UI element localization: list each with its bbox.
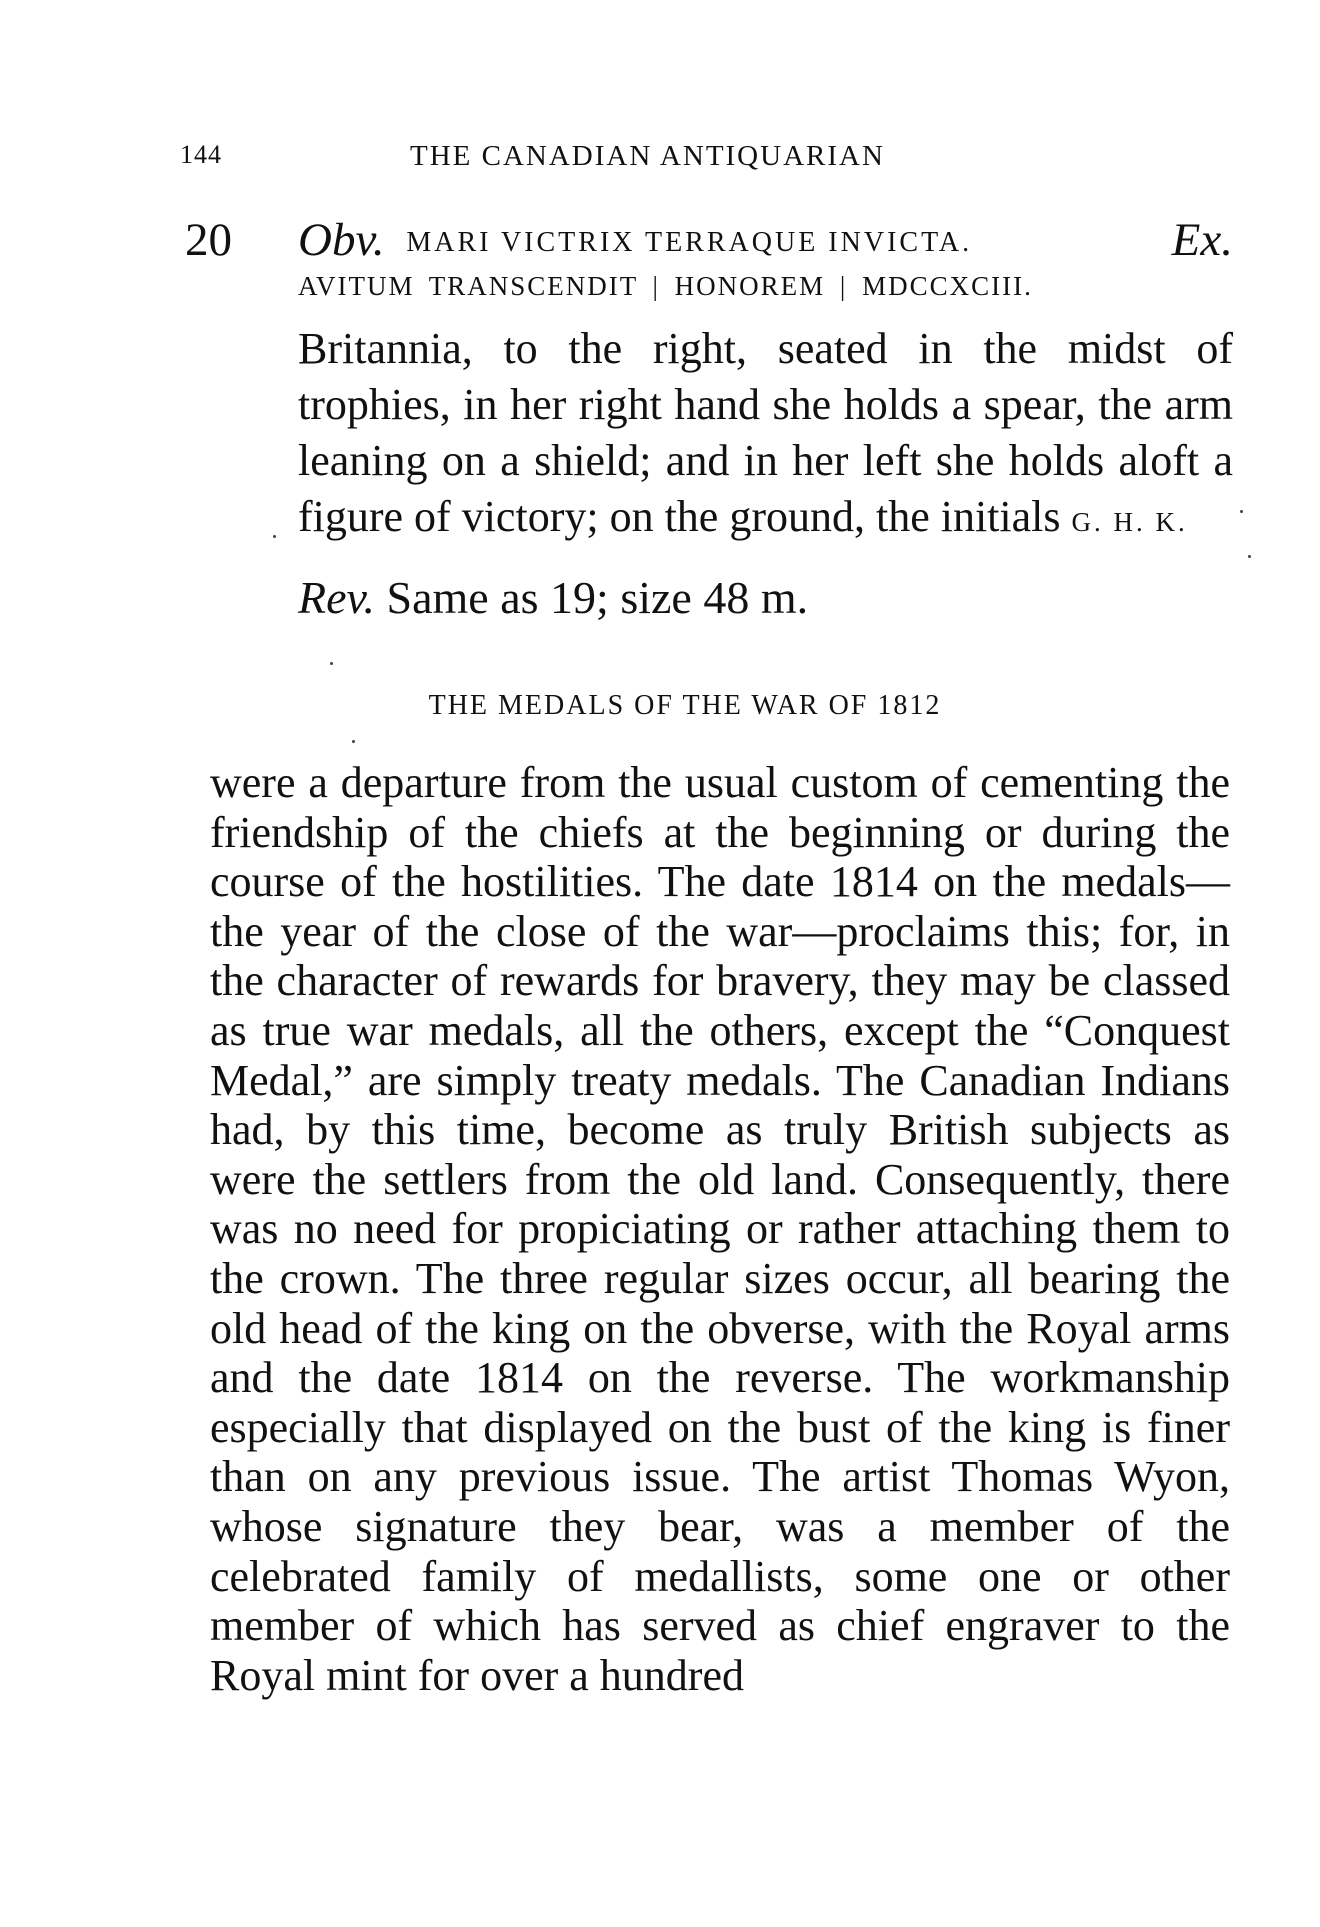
entry-number: 20 <box>185 214 232 266</box>
reverse-abbreviation: Rev. <box>298 572 376 623</box>
engraver-initials: G. H. K. <box>1071 507 1188 537</box>
paper-speck <box>1240 510 1243 513</box>
obverse-line <box>298 213 1233 271</box>
reverse-text: Same as 19; size 48 m. <box>386 572 809 623</box>
page-number: 144 <box>180 140 222 169</box>
journal-title: THE CANADIAN ANTIQUARIAN <box>410 140 885 172</box>
section-heading: THE MEDALS OF THE WAR OF 1812 <box>428 690 942 721</box>
running-head <box>180 140 1040 180</box>
obverse-abbreviation: Obv. <box>298 214 385 266</box>
paper-speck <box>352 740 355 743</box>
medal-entry <box>298 213 1233 628</box>
exergue-inscription: AVITUM TRANSCENDIT | HONOREM | MDCCXCIII. <box>298 271 1033 301</box>
medal-description <box>298 321 1233 550</box>
description-text: Britannia, to the right, seated in the midst of trophies, in her right hand she holds a spear, the arm leaning on a shield; and in her left she holds aloft a figure of victory; on the ground, the initials <box>298 324 1233 541</box>
exergue-abbreviation: Ex. <box>1171 214 1233 266</box>
paper-speck <box>273 535 276 538</box>
paper-speck <box>330 662 333 665</box>
obverse-legend: MARI VICTRIX TERRAQUE INVICTA. <box>406 227 973 258</box>
body-paragraph: were a departure from the usual custom of cementing the friendship of the chiefs at the beginning or during the course of the hostilities. The date 1814 on the medals—the year of the close of the war—proclaims this; for, in the character of rewards for bravery, they may be classed as true war medals, all the others, except the “Conquest Medal,” are simply treaty medals. The Canadian Indians had, by this time, become as truly British subjects as were the settlers from the old land. Consequently, there was no need for propiciating or rather attaching them to the crown. The three regular sizes occur, all bearing the old head of the king on the obverse, with the Royal arms and the date 1814 on the reverse. The workmanship especially that displayed on the bust of the king is finer than on any previous issue. The artist Thomas Wyon, whose signature they bear, was a member of the celebrated family of medallists, some one or other member of which has served as chief engraver to the Royal mint for over a hundred <box>210 758 1230 1700</box>
reverse-line <box>298 568 1233 628</box>
paper-speck <box>1248 555 1251 558</box>
